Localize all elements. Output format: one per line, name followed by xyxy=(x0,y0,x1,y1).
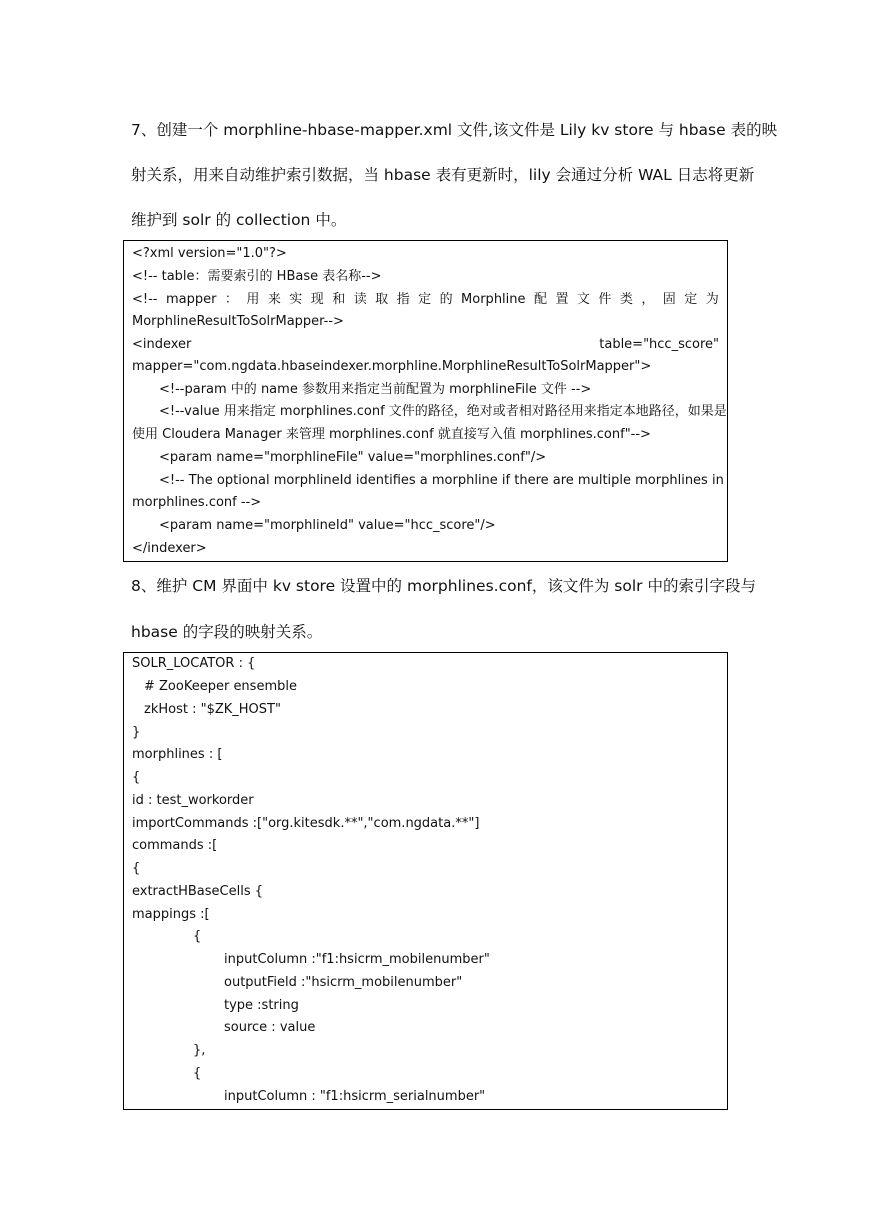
conf-line: mappings :[ xyxy=(132,907,210,922)
conf-code-box xyxy=(123,652,728,1110)
section-7-line-1: 7、创建一个 morphline-hbase-mapper.xml 文件,该文件是 Lily kv store 与 hbase 表的映 xyxy=(131,121,778,139)
xml-word: 置 xyxy=(555,292,569,307)
section-7-line-3: 维护到 solr 的 collection 中。 xyxy=(131,211,347,229)
xml-word: <indexer xyxy=(132,337,192,352)
xml-line: <!--value 用来指定 morphlines.conf 文件的路径，绝对或者相对路径用来指定本地路径，如果是 xyxy=(159,404,727,419)
xml-word: 取 xyxy=(375,292,389,307)
conf-line: outputField :"hsicrm_mobilenumber" xyxy=(224,975,463,990)
xml-word: 读 xyxy=(353,292,367,307)
xml-word: 文 xyxy=(576,292,590,307)
conf-line: source : value xyxy=(224,1020,316,1035)
conf-line: }, xyxy=(193,1043,206,1058)
xml-line: 使用 Cloudera Manager 来管理 morphlines.conf 就直接写入值 morphlines.conf"--> xyxy=(132,427,651,442)
conf-line: SOLR_LOCATOR : { xyxy=(132,656,256,671)
xml-word: table="hcc_score" xyxy=(599,337,719,352)
xml-line: <!-- table：需要索引的 HBase 表名称--> xyxy=(132,269,382,284)
xml-word: ， xyxy=(641,292,655,307)
conf-line: { xyxy=(193,929,202,944)
conf-line: type :string xyxy=(224,998,299,1013)
xml-line: </indexer> xyxy=(132,541,207,556)
section-8-line-2: hbase 的字段的映射关系。 xyxy=(131,623,323,641)
xml-line: morphlines.conf --> xyxy=(132,495,262,510)
section-7-line-2: 射关系，用来自动维护索引数据，当 hbase 表有更新时，lily 会通过分析 WAL 日志将更新 xyxy=(131,166,755,184)
conf-line: commands :[ xyxy=(132,838,218,853)
xml-word: 为 xyxy=(705,292,719,307)
xml-line: <param name="morphlineFile" value="morphlines.conf"/> xyxy=(159,450,547,465)
conf-line: { xyxy=(193,1066,202,1081)
xml-word: 定 xyxy=(418,292,432,307)
conf-line: importCommands :["org.kitesdk.**","com.ngdata.**"] xyxy=(132,816,480,831)
conf-line: extractHBaseCells { xyxy=(132,884,264,899)
xml-word: 件 xyxy=(598,292,612,307)
xml-word: 类 xyxy=(619,292,633,307)
xml-word: 配 xyxy=(533,292,547,307)
xml-line: <!-- The optional morphlineId identifies a morphline if there are multiple morphlines in xyxy=(159,473,724,488)
xml-word: Morphline xyxy=(461,292,526,307)
xml-code-box xyxy=(123,240,728,562)
xml-word: 指 xyxy=(396,292,410,307)
xml-word: ： xyxy=(224,292,238,307)
xml-line: <!--param 中的 name 参数用来指定当前配置为 morphlineFile 文件 --> xyxy=(159,382,592,397)
conf-line: inputColumn : "f1:hsicrm_serialnumber" xyxy=(224,1089,486,1104)
xml-line: MorphlineResultToSolrMapper--> xyxy=(132,314,344,329)
section-8-line-1: 8、维护 CM 界面中 kv store 设置中的 morphlines.conf，该文件为 solr 中的索引字段与 xyxy=(131,577,756,595)
xml-word: 的 xyxy=(439,292,453,307)
conf-line: # ZooKeeper ensemble xyxy=(144,679,297,694)
xml-line-justified xyxy=(132,335,719,355)
xml-word: <!-- xyxy=(132,292,158,307)
xml-word: 来 xyxy=(267,292,281,307)
conf-line: { xyxy=(132,770,141,785)
xml-word: 实 xyxy=(289,292,303,307)
xml-line-justified xyxy=(132,290,719,310)
conf-line: } xyxy=(132,725,141,740)
conf-line: inputColumn :"f1:hsicrm_mobilenumber" xyxy=(224,952,490,967)
conf-line: zkHost : "$ZK_HOST" xyxy=(144,702,281,717)
xml-line: <param name="morphlineId" value="hcc_score"/> xyxy=(159,518,496,533)
xml-line: <?xml version="1.0"?> xyxy=(132,246,287,261)
xml-word: 现 xyxy=(310,292,324,307)
xml-word: mapper xyxy=(165,292,217,307)
xml-word: 定 xyxy=(684,292,698,307)
xml-word: 和 xyxy=(332,292,346,307)
conf-line: { xyxy=(132,861,141,876)
xml-word: 固 xyxy=(662,292,676,307)
conf-line: id : test_workorder xyxy=(132,793,254,808)
conf-line: morphlines : [ xyxy=(132,747,223,762)
xml-word: 用 xyxy=(246,292,260,307)
xml-line: mapper="com.ngdata.hbaseindexer.morphline.MorphlineResultToSolrMapper"> xyxy=(132,359,652,374)
